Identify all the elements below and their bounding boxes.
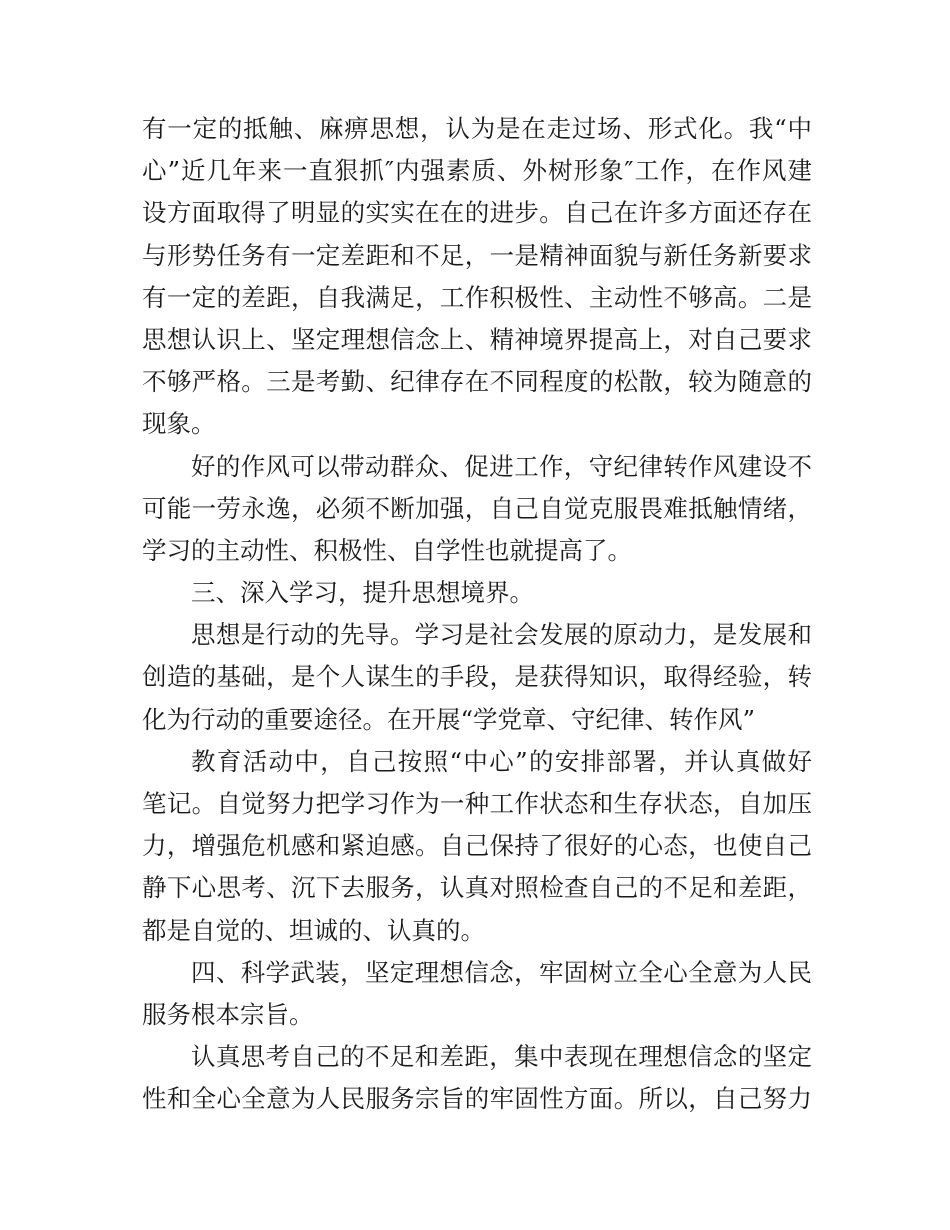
text-line: 认真思考自己的不足和差距，集中表现在理想信念的坚定 <box>191 1042 812 1072</box>
text-line: 有一定的抵触、麻痹思想，认为是在走过场、形式化。我“中 <box>142 114 812 143</box>
text-line: 可能一劳永逸，必须不断加强，自己自觉克服畏难抵触情绪， <box>142 493 812 523</box>
text-line: 静下心思考、沉下去服务，认真对照检查自己的不足和差距， <box>142 873 812 903</box>
text-line: 都是自觉的、坦诚的、认真的。 <box>142 915 485 945</box>
text-line: 与形势任务有一定差距和不足，一是精神面貌与新任务新要求 <box>142 240 812 270</box>
section-heading: 四、科学武装，坚定理想信念，牢固树立全心全意为人民 <box>191 957 812 987</box>
text-line: 学习的主动性、积极性、自学性也就提高了。 <box>142 535 632 565</box>
text-line: 性和全心全意为人民服务宗旨的牢固性方面。所以，自己努力 <box>142 1084 812 1114</box>
text-line: 笔记。自觉努力把学习作为一种工作状态和生存状态，自加压 <box>142 789 812 818</box>
text-line: 心”近几年来一直狠抓″内强素质、外树形象″工作，在作风建 <box>142 156 812 186</box>
text-line: 不够严格。三是考勤、纪律存在不同程度的松散，较为随意的 <box>142 367 812 397</box>
text-line: 好的作风可以带动群众、促进工作，守纪律转作风建设不 <box>191 451 812 481</box>
text-line: 现象。 <box>142 409 216 439</box>
text-line: 化为行动的重要途径。在开展“学党章、守纪律、转作风” <box>142 704 756 734</box>
text-line: 有一定的差距，自我满足，工作积极性、主动性不够高。二是 <box>142 282 812 312</box>
section-heading: 服务根本宗旨。 <box>142 999 314 1029</box>
document-body <box>142 108 812 1121</box>
text-line: 教育活动中，自己按照“中心”的安排部署，并认真做好 <box>191 746 812 776</box>
text-line: 思想认识上、坚定理想信念上、精神境界提高上，对自己要求 <box>142 324 812 354</box>
section-heading: 三、深入学习，提升思想境界。 <box>191 578 534 608</box>
text-line: 思想是行动的先导。学习是社会发展的原动力，是发展和 <box>191 620 812 650</box>
text-line: 创造的基础，是个人谋生的手段，是获得知识，取得经验，转 <box>142 662 812 692</box>
text-line: 设方面取得了明显的实实在在的进步。自己在许多方面还存在 <box>142 198 812 228</box>
text-line: 力，增强危机感和紧迫感。自己保持了很好的心态，也使自己 <box>142 831 812 861</box>
